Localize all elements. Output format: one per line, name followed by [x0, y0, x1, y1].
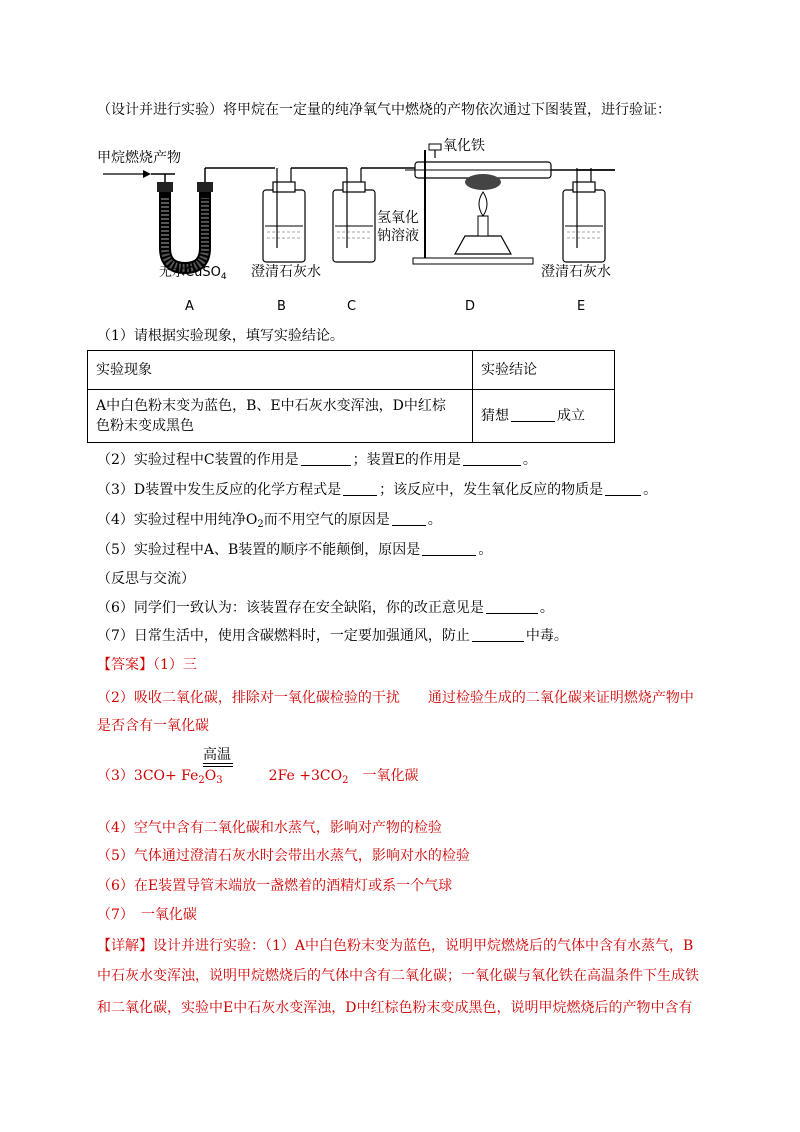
- question-4-text-a: （4）实验过程中用纯净O: [97, 512, 258, 528]
- question-7-text-c: 中毒。: [525, 628, 568, 644]
- answer-6: （6）在E装置导管末端放一盏燃着的酒精灯或系一个气球: [97, 878, 453, 894]
- conclusion-cell: [473, 390, 615, 443]
- answer-3-mid: O: [204, 768, 217, 784]
- question-3-text-b: ；该反应中，发生氧化反应的物质是: [379, 482, 604, 498]
- detail-label: 【详解】: [97, 938, 153, 954]
- question-4: [97, 510, 442, 535]
- question-5: [97, 540, 492, 560]
- question-4-blank[interactable]: [392, 511, 426, 526]
- table-row: [88, 351, 615, 390]
- reagent-b-label: 澄清石灰水: [251, 264, 321, 280]
- question-7: [97, 626, 568, 646]
- answer-3-sub-1: 2: [198, 775, 205, 786]
- question-2: [97, 450, 537, 470]
- question-5-text-c: 。: [478, 542, 493, 558]
- answer-3-right: 2Fe +3CO: [268, 768, 343, 784]
- question-3: [97, 480, 657, 500]
- answer-3-sub-2: 3: [216, 775, 223, 786]
- reagent-e-label: 澄清石灰水: [541, 264, 611, 280]
- inlet-arrow-icon: [103, 170, 151, 178]
- conclusion-prefix: 猜想: [481, 408, 509, 424]
- question-5-text-a: （5）实验过程中A、B装置的顺序不能颠倒，原因是: [97, 542, 421, 558]
- answer-5: （5）气体通过澄清石灰水时会带出水蒸气，影响对水的检验: [97, 848, 470, 864]
- answer-label: 【答案】: [97, 657, 153, 673]
- question-3-blank-1[interactable]: [343, 481, 377, 496]
- apparatus-letter-c: C: [347, 299, 357, 314]
- reagent-a-label: 无水CuSO$_4$: [159, 265, 227, 282]
- question-6-text-c: 。: [539, 600, 554, 616]
- inlet-label: 甲烷燃烧产物: [97, 150, 181, 166]
- answer-3-tail: 一氧化碳: [348, 768, 419, 784]
- reagent-c-label-1: 氢氧化: [377, 210, 419, 226]
- question-6: [97, 598, 554, 618]
- conclusion-blank[interactable]: [511, 407, 555, 422]
- detail-line-1-text: 设计并进行实验：（1）A中白色粉末变为蓝色，说明甲烷燃烧后的气体中含有水蒸气，B: [153, 938, 694, 954]
- answer-7: （7） 一氧化碳: [97, 907, 197, 923]
- question-3-text-a: （3）D装置中发生反应的化学方程式是: [97, 482, 342, 498]
- question-3-blank-2[interactable]: [605, 481, 641, 496]
- detail-line-1: [97, 936, 693, 956]
- answer-3-left: （3）3CO+ Fe: [97, 768, 199, 784]
- question-1: （1）请根据实验现象，填写实验结论。: [97, 328, 344, 344]
- apparatus-letter-a: A: [185, 299, 194, 314]
- question-4-text-b: 而不用空气的原因是: [263, 512, 390, 528]
- bottle-e: [563, 168, 615, 262]
- answer-2-line-1: （2）吸收二氧化碳，排除对一氧化碳检验的干扰 通过检验生成的二氧化碳来证明燃烧产物中: [97, 690, 694, 706]
- header-conclusion: 实验结论: [473, 351, 615, 390]
- answer-1-text: （1）三: [153, 657, 197, 673]
- phenomenon-line-1: A中白色粉末变为蓝色，B、E中石灰水变浑浊，D中红棕: [96, 398, 446, 414]
- answer-3: [97, 766, 418, 791]
- question-3-text-c: 。: [643, 482, 658, 498]
- question-2-blank-2[interactable]: [463, 451, 521, 466]
- phenomenon-cell: [88, 390, 473, 443]
- apparatus-letter-b: B: [277, 299, 286, 314]
- answer-2-line-2: 是否含有一氧化碳: [97, 718, 209, 734]
- reflection-heading: （反思与交流）: [97, 571, 195, 587]
- apparatus-letter-e: E: [577, 299, 586, 314]
- answer-1: [97, 655, 197, 675]
- question-4-text-c: 。: [427, 512, 442, 528]
- reagent-d-label: 氧化铁: [443, 138, 485, 154]
- reagent-c-label-2: 钠溶液: [377, 228, 419, 244]
- question-6-blank[interactable]: [486, 599, 538, 614]
- question-2-text-b: ；装置E的作用是: [352, 452, 461, 468]
- apparatus-letter-d: D: [465, 299, 476, 314]
- question-7-blank[interactable]: [472, 627, 524, 642]
- u-tube-a: [157, 168, 275, 268]
- question-2-text-a: （2）实验过程中C装置的作用是: [97, 452, 299, 468]
- question-2-text-c: 。: [522, 452, 537, 468]
- header-phenomenon: 实验现象: [88, 351, 473, 390]
- experiment-table: [87, 350, 615, 443]
- question-5-blank[interactable]: [422, 541, 476, 556]
- phenomenon-line-2: 色粉末变成黑色: [96, 418, 194, 434]
- question-2-blank-1[interactable]: [301, 451, 351, 466]
- detail-line-2: 中石灰水变浑浊，说明甲烷燃烧后的气体中含有二氧化碳；一氧化碳与氧化铁在高温条件下生成铁: [97, 968, 699, 984]
- equation-condition: 高温: [203, 747, 231, 763]
- equation-bar-1: [203, 763, 233, 764]
- intro-text: （设计并进行实验）将甲烷在一定量的纯净氧气中燃烧的产物依次通过下图装置，进行验证：: [97, 102, 671, 118]
- apparatus-diagram: [95, 138, 655, 318]
- answer-4: （4）空气中含有二氧化碳和水蒸气，影响对产物的检验: [97, 820, 442, 836]
- detail-line-3: 和二氧化碳，实验中E中石灰水变浑浊，D中红棕色粉末变成黑色，说明甲烷燃烧后的产物中含有: [97, 1000, 693, 1016]
- question-6-text-a: （6）同学们一致认为：该装置存在安全缺陷，你的改正意见是: [97, 600, 484, 616]
- conclusion-suffix: 成立: [557, 408, 585, 424]
- question-4-subscript: 2: [257, 519, 264, 530]
- answer-3-sub-3: 2: [342, 775, 349, 786]
- question-7-text-a: （7）日常生活中，使用含碳燃料时，一定要加强通风，防止: [97, 628, 470, 644]
- table-row: [88, 390, 615, 443]
